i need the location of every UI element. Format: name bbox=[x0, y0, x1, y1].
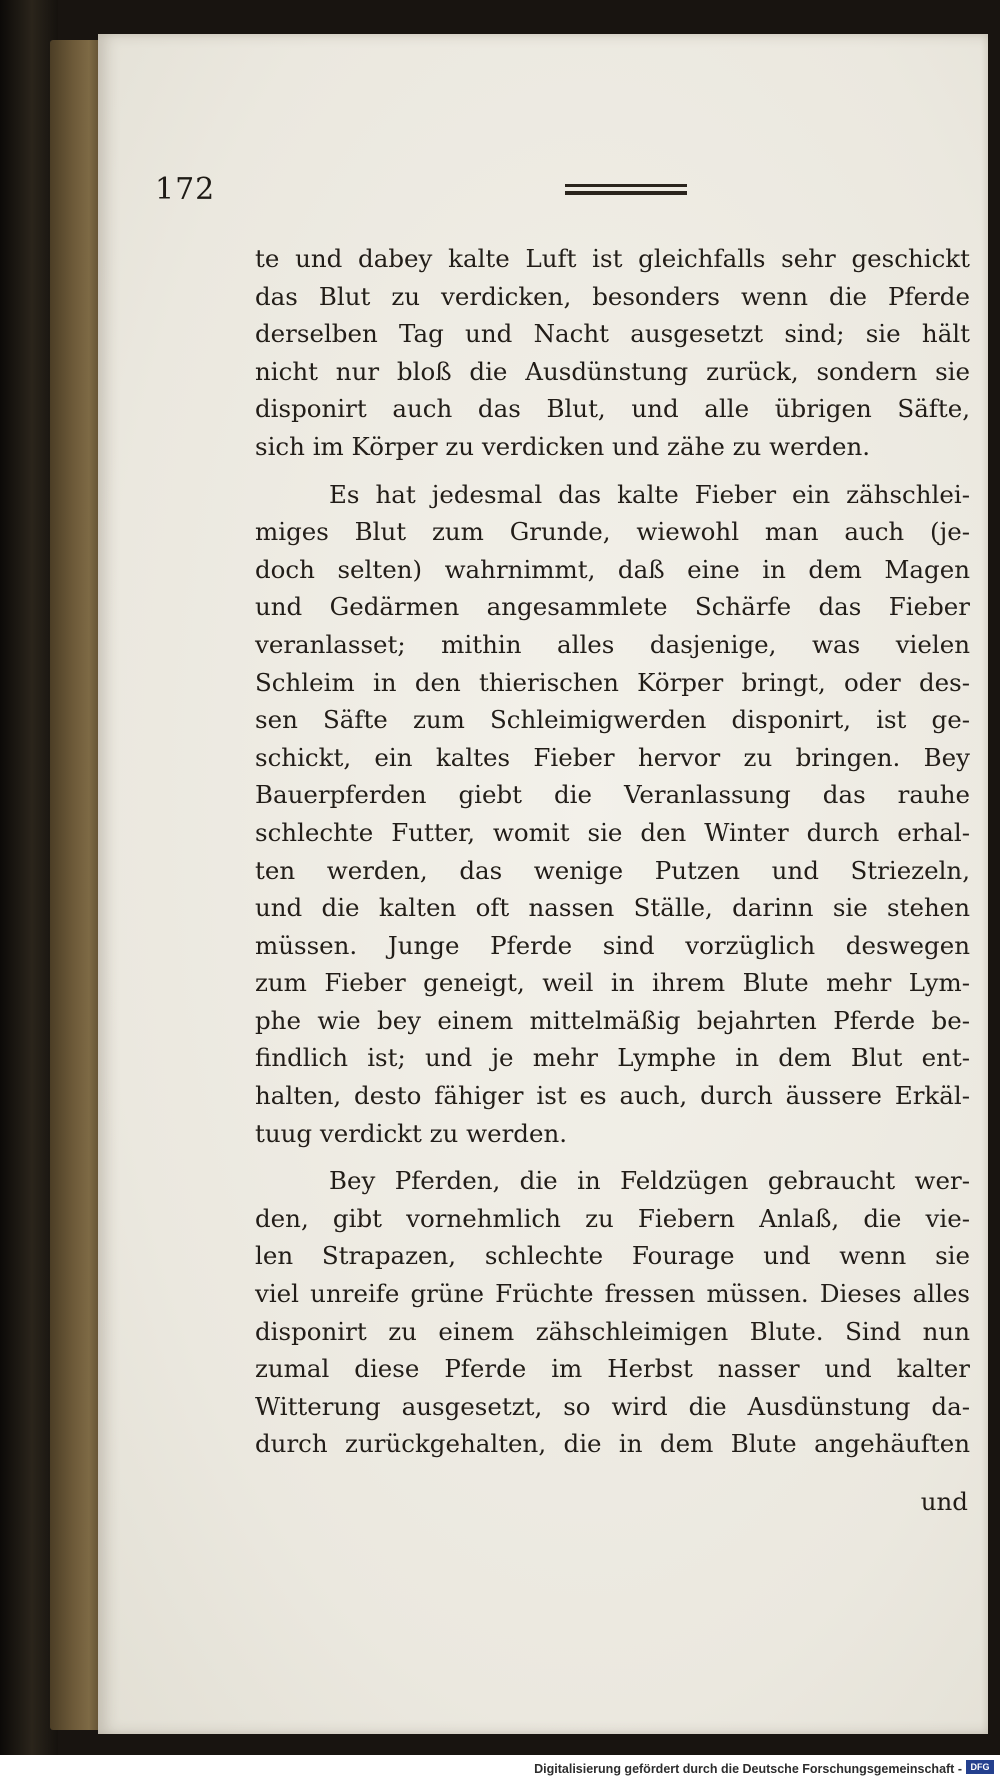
text-line: Schleim in den thierischen Körper bringt, oder des- bbox=[255, 667, 970, 697]
text-line: halten, desto fähiger ist es auch, durch äussere Erkäl- bbox=[255, 1081, 970, 1111]
header-rule-thick bbox=[565, 191, 687, 195]
text-line: durch zurückgehalten, die in dem Blute angehäuften bbox=[255, 1429, 970, 1459]
text-line: und die kalten oft nassen Ställe, darinn sie stehen bbox=[255, 893, 970, 923]
text-line: zumal diese Pferde im Herbst nasser und kalter bbox=[255, 1354, 970, 1384]
text-line: zum Fieber geneigt, weil in ihrem Blute mehr Lym- bbox=[255, 968, 970, 998]
text-line: miges Blut zum Grunde, wiewohl man auch (je- bbox=[255, 517, 970, 547]
text-line: Bey Pferden, die in Feldzügen gebraucht wer- bbox=[329, 1166, 970, 1196]
text-line: und Gedärmen angesammlete Schärfe das Fieber bbox=[255, 592, 970, 622]
text-line: schickt, ein kaltes Fieber hervor zu bringen. Bey bbox=[255, 742, 970, 772]
paragraph-1 bbox=[255, 240, 970, 466]
text-line: schlechte Futter, womit sie den Winter durch erhal- bbox=[255, 817, 970, 847]
header-rule-thin bbox=[565, 184, 687, 187]
header-rule-ornament bbox=[565, 182, 687, 198]
paragraph-2 bbox=[255, 476, 970, 1153]
catchword: und bbox=[920, 1487, 968, 1516]
text-line: nicht nur bloß die Ausdünstung zurück, sondern sie bbox=[255, 356, 970, 386]
text-line: ten werden, das wenige Putzen und Striezeln, bbox=[255, 855, 970, 885]
text-line: sen Säfte zum Schleimigwerden disponirt, ist ge- bbox=[255, 705, 970, 735]
text-line: len Strapazen, schlechte Fourage und wenn sie bbox=[255, 1241, 970, 1271]
paragraph-3 bbox=[255, 1162, 970, 1463]
footer-credit-text: Digitalisierung gefördert durch die Deutsche Forschungsgemeinschaft - bbox=[534, 1762, 962, 1776]
digitization-footer bbox=[0, 1755, 1000, 1779]
text-line: Bauerpferden giebt die Veranlassung das rauhe bbox=[255, 780, 970, 810]
text-line: viel unreife grüne Früchte fressen müssen. Dieses alles bbox=[255, 1279, 970, 1309]
page-number: 172 bbox=[155, 172, 216, 207]
text-line: disponirt auch das Blut, und alle übrigen Säfte, bbox=[255, 394, 970, 424]
text-line: findlich ist; und je mehr Lymphe in dem Blut ent- bbox=[255, 1043, 970, 1073]
text-line: phe wie bey einem mittelmäßig bejahrten Pferde be- bbox=[255, 1005, 970, 1035]
dfg-logo: DFG bbox=[966, 1760, 994, 1774]
page-header bbox=[155, 172, 935, 222]
body-text bbox=[255, 240, 970, 1463]
text-line: doch selten) wahrnimmt, daß eine in dem Magen bbox=[255, 554, 970, 584]
text-line: müssen. Junge Pferde sind vorzüglich deswegen bbox=[255, 930, 970, 960]
text-line: sich im Körper zu verdicken und zähe zu werden. bbox=[255, 431, 871, 461]
text-line: den, gibt vornehmlich zu Fiebern Anlaß, die vie- bbox=[255, 1203, 970, 1233]
text-line: tuug verdickt zu werden. bbox=[255, 1118, 568, 1148]
text-line: disponirt zu einem zähschleimigen Blute. Sind nun bbox=[255, 1316, 970, 1346]
page-edge-stack bbox=[50, 40, 102, 1730]
text-line: te und dabey kalte Luft ist gleichfalls sehr geschickt bbox=[255, 244, 970, 273]
text-line: das Blut zu verdicken, besonders wenn die Pferde bbox=[255, 281, 970, 311]
text-line: Witterung ausgesetzt, so wird die Ausdünstung da- bbox=[255, 1391, 970, 1421]
text-line: derselben Tag und Nacht ausgesetzt sind; sie hält bbox=[255, 319, 970, 349]
text-line: veranlasset; mithin alles dasjenige, was vielen bbox=[255, 629, 970, 659]
text-line: Es hat jedesmal das kalte Fieber ein zähschlei- bbox=[329, 479, 970, 509]
